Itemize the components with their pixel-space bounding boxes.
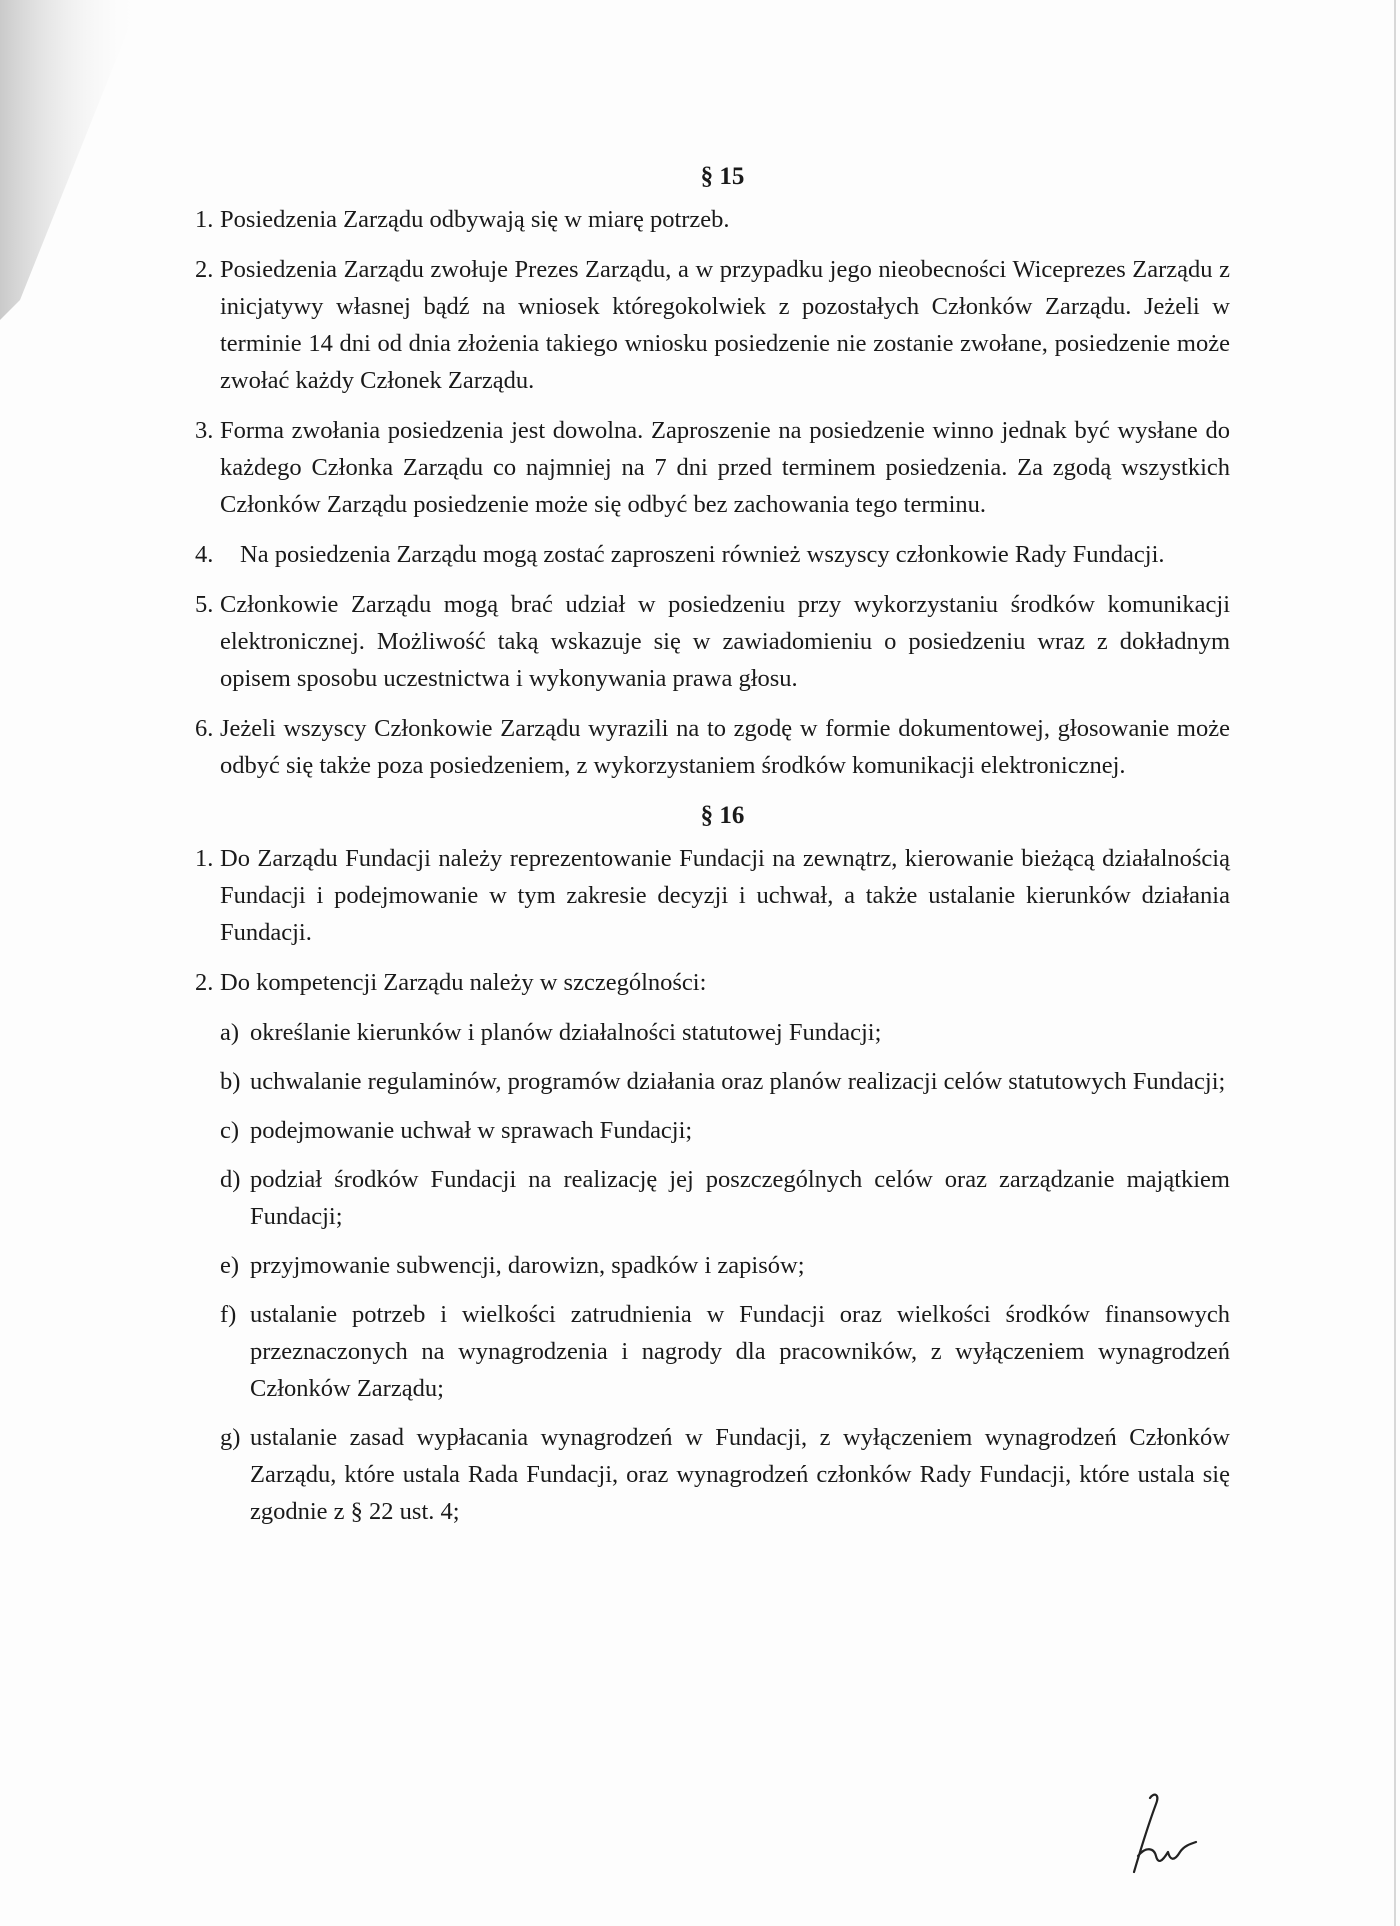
handwritten-signature bbox=[1120, 1790, 1200, 1880]
item-number: 6. bbox=[195, 715, 214, 742]
sub-item-letter: d) bbox=[220, 1166, 241, 1193]
document-body bbox=[195, 158, 1230, 1542]
item-number: 3. bbox=[195, 417, 214, 444]
sub-item bbox=[220, 1419, 1230, 1530]
section-title: § 16 bbox=[700, 802, 745, 829]
item-number: 1. bbox=[195, 845, 214, 872]
sub-item bbox=[220, 1161, 1230, 1235]
item-text: Jeżeli wszyscy Członkowie Zarządu wyrazili na to zgodę w formie dokumentowej, głosowanie może odbyć się także poza posiedzeniem, z wykorzystaniem środków komunikacji elektronicznej. bbox=[220, 715, 1230, 779]
list-item bbox=[195, 536, 1230, 573]
item-number: 1. bbox=[195, 206, 214, 233]
list-item bbox=[195, 412, 1230, 523]
sub-item-text: uchwalanie regulaminów, programów działania oraz planów realizacji celów statutowych Fundacji; bbox=[250, 1068, 1226, 1095]
section-16 bbox=[195, 797, 1230, 1530]
item-text: Posiedzenia Zarządu zwołuje Prezes Zarządu, a w przypadku jego nieobecności Wiceprezes Zarządu z inicjatywy własnej bądź na wniosek któregokolwiek z pozostałych Członków Zarządu. Jeżeli w terminie 14 dni od dnia złożenia takiego wniosku posiedzenie nie zostanie zwołane, posiedzenie może zwołać każdy Członek Zarządu. bbox=[220, 256, 1230, 394]
item-number: 4. bbox=[195, 541, 214, 568]
item-number: 5. bbox=[195, 591, 214, 618]
sub-item-letter: a) bbox=[220, 1019, 240, 1046]
sub-item-letter: g) bbox=[220, 1424, 241, 1451]
sub-item-text: podejmowanie uchwał w sprawach Fundacji; bbox=[250, 1117, 693, 1144]
sub-item bbox=[220, 1063, 1230, 1100]
list-item bbox=[195, 710, 1230, 784]
item-text: Do kompetencji Zarządu należy w szczególności: bbox=[220, 969, 707, 996]
sub-item-text: przyjmowanie subwencji, darowizn, spadków i zapisów; bbox=[250, 1252, 805, 1279]
item-number: 2. bbox=[195, 256, 214, 283]
sub-item-text: podział środków Fundacji na realizację jej poszczególnych celów oraz zarządzanie majątkiem Fundacji; bbox=[250, 1166, 1230, 1230]
sub-item bbox=[220, 1014, 1230, 1051]
item-text: Na posiedzenia Zarządu mogą zostać zaproszeni również wszyscy członkowie Rady Fundacji. bbox=[240, 541, 1165, 568]
sub-item-letter: c) bbox=[220, 1117, 240, 1144]
sub-item-letter: e) bbox=[220, 1252, 240, 1279]
section-15 bbox=[195, 158, 1230, 784]
sub-item-letter: f) bbox=[220, 1301, 237, 1328]
item-number: 2. bbox=[195, 969, 214, 996]
sub-item bbox=[220, 1112, 1230, 1149]
list-item bbox=[195, 964, 1230, 1001]
list-item bbox=[195, 251, 1230, 399]
list-item bbox=[195, 201, 1230, 238]
sub-item-text: określanie kierunków i planów działalności statutowej Fundacji; bbox=[250, 1019, 882, 1046]
list-item bbox=[195, 840, 1230, 951]
list-item bbox=[195, 586, 1230, 697]
sub-item bbox=[220, 1247, 1230, 1284]
item-text: Forma zwołania posiedzenia jest dowolna. Zaproszenie na posiedzenie winno jednak być wysłane do każdego Członka Zarządu co najmniej na 7 dni przed terminem posiedzenia. Za zgodą wszystkich Członków Zarządu posiedzenie może się odbyć bez zachowania tego terminu. bbox=[220, 417, 1230, 518]
sub-item bbox=[220, 1296, 1230, 1407]
item-text: Do Zarządu Fundacji należy reprezentowanie Fundacji na zewnątrz, kierowanie bieżącą działalnością Fundacji i podejmowanie w tym zakresie decyzji i uchwał, a także ustalanie kierunków działania Fundacji. bbox=[220, 845, 1230, 946]
sub-item-text: ustalanie zasad wypłacania wynagrodzeń w Fundacji, z wyłączeniem wynagrodzeń Członków Zarządu, które ustala Rada Fundacji, oraz wynagrodzeń członków Rady Fundacji, które ustala się zgodnie z § 22 ust. 4; bbox=[250, 1424, 1230, 1525]
section-title: § 15 bbox=[700, 163, 745, 190]
sub-item-text: ustalanie potrzeb i wielkości zatrudnienia w Fundacji oraz wielkości środków finansowych przeznaczonych na wynagrodzenia i nagrody dla pracowników, z wyłączeniem wynagrodzeń Członków Zarządu; bbox=[250, 1301, 1230, 1402]
item-text: Posiedzenia Zarządu odbywają się w miarę potrzeb. bbox=[220, 206, 730, 233]
item-text: Członkowie Zarządu mogą brać udział w posiedzeniu przy wykorzystaniu środków komunikacji elektronicznej. Możliwość taką wskazuje się w zawiadomieniu o posiedzeniu wraz z dokładnym opisem sposobu uczestnictwa i wykonywania prawa głosu. bbox=[220, 591, 1230, 692]
sub-item-letter: b) bbox=[220, 1068, 241, 1095]
